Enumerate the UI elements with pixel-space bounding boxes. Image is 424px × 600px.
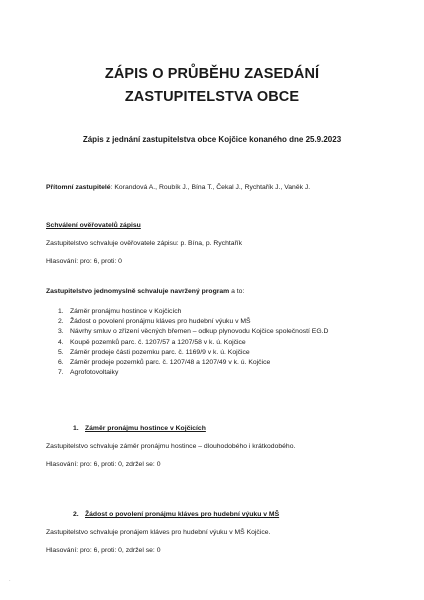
program-item-number: 4. <box>58 338 64 346</box>
program-heading-bold: Zastupitelstvo jednomyslně schvaluje navržený program <box>46 288 230 295</box>
section-1-heading <box>73 425 206 432</box>
program-item <box>58 307 328 317</box>
section-2-text: Zastupitelstvo schvaluje pronájem kláves pro hudební výuku v MŠ Kojčice. <box>46 529 271 536</box>
section-1-number: 1. <box>73 425 79 432</box>
program-item <box>58 338 328 348</box>
program-item-text: Žádost o povolení pronájmu kláves pro hudební výuku v MŠ <box>70 318 251 326</box>
section-2-title: Žádost o povolení pronájmu kláves pro hudební výuku v MŠ <box>85 511 280 518</box>
verifiers-vote: Hlasování: pro: 6, proti: 0 <box>46 258 122 265</box>
program-item-number: 1. <box>58 308 64 315</box>
section-2-heading <box>73 511 279 518</box>
section-1-vote: Hlasování: pro: 6, proti: 0, zdržel se: 0 <box>46 461 161 468</box>
program-item-text: Návrhy smluv o zřízení věcných břemen – odkup plynovodu Kojčice společností EG.D <box>70 328 329 336</box>
program-item <box>58 348 328 358</box>
verifiers-text: Zastupitelstvo schvaluje ověřovatele zápisu: p. Bína, p. Rychtařík <box>46 240 243 247</box>
document-subtitle: Zápis z jednání zastupitelstva obce Kojčice konaného dne 25.9.2023 <box>82 135 342 144</box>
program-item <box>58 317 328 327</box>
present-label: Přítomní zastupitelé <box>46 184 111 191</box>
program-list <box>58 307 328 378</box>
section-2-number: 2. <box>73 511 79 518</box>
scan-speck: · <box>9 578 11 584</box>
verifiers-heading: Schválení ověřovatelů zápisu <box>46 222 141 229</box>
program-item-number: 7. <box>58 369 64 377</box>
program-item-number: 3. <box>58 328 64 336</box>
program-item-text: Záměr prodeje části pozemku parc. č. 1169/9 v k. ú. Kojčice <box>70 348 250 356</box>
program-item-text: Záměr prodeje pozemků parc. č. 1207/48 a 1207/49 v k. ú. Kojčice <box>70 358 271 366</box>
present-names: : Korandová A., Roubík J., Bína T., Čekal J., Rychtařík J., Vaněk J. <box>110 184 311 191</box>
program-item-number: 6. <box>58 358 64 366</box>
program-item-text: Agrofotovoltaiky <box>70 369 119 377</box>
program-item-text: Záměr pronájmu hostince v Kojčicích <box>70 308 182 315</box>
section-2-vote: Hlasování: pro: 6, proti: 0, zdržel se: 0 <box>46 547 161 554</box>
section-1-title: Záměr pronájmu hostince v Kojčicích <box>85 425 206 432</box>
program-heading-rest: a to: <box>229 288 245 295</box>
program-item <box>58 358 328 368</box>
program-item <box>58 327 328 337</box>
program-item-number: 5. <box>58 348 64 356</box>
program-item <box>58 368 328 378</box>
section-1-text: Zastupitelstvo schvaluje záměr pronájmu hostince – dlouhodobého i krátkodobého. <box>46 443 296 450</box>
program-item-number: 2. <box>58 318 64 326</box>
document-title-line-1: ZÁPIS O PRŮBĚHU ZASEDÁNÍ <box>104 66 320 82</box>
program-heading <box>46 288 244 295</box>
program-item-text: Koupě pozemků parc. č. 1207/57 a 1207/58 v k. ú. Kojčice <box>70 338 246 346</box>
document-title-line-2: ZASTUPITELSTVA OBCE <box>124 89 300 105</box>
present-members <box>46 184 310 191</box>
